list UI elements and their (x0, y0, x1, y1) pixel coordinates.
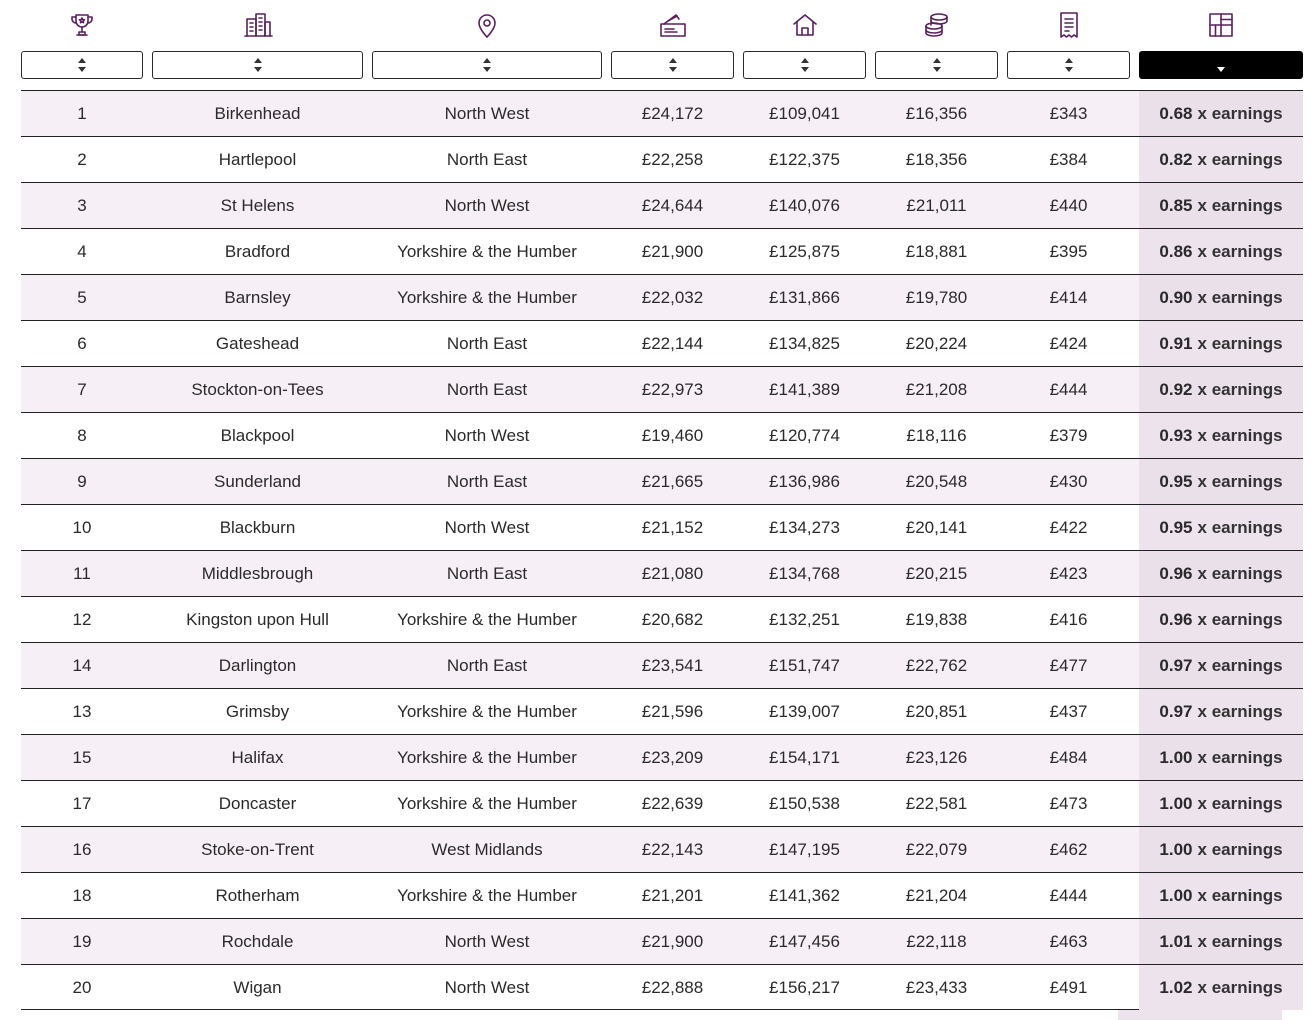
table-row (21, 826, 1303, 872)
region-cell: Yorkshire & the Humber (397, 241, 577, 261)
ratio-value: 0.97 (1159, 655, 1193, 675)
ratio-cell (1139, 597, 1303, 642)
house-price-cell: £132,251 (769, 609, 840, 629)
table-row (21, 550, 1303, 596)
ratio-value: 0.90 (1159, 287, 1193, 307)
house-price-cell: £150,538 (769, 793, 840, 813)
ratio-cell (1139, 873, 1303, 918)
ratio-cell (1139, 643, 1303, 688)
town-cell: Darlington (218, 655, 297, 675)
house-icon (743, 8, 866, 42)
house-price-cell: £154,171 (769, 747, 840, 767)
sort-button-deposit[interactable] (875, 51, 998, 79)
monthly-repayment-cell: £343 (1049, 103, 1088, 123)
ratio-suffix: x earnings (1197, 149, 1283, 169)
region-cell: North West (444, 425, 530, 445)
town-cell: Hartlepool (218, 149, 297, 169)
ratio-suffix: x earnings (1197, 747, 1283, 767)
ratio-value: 0.96 (1159, 563, 1193, 583)
table-row (21, 596, 1303, 642)
region-cell: North East (446, 149, 528, 169)
house-price-cell: £122,375 (769, 149, 840, 169)
table-row (21, 780, 1303, 826)
rank-cell: 15 (72, 747, 92, 767)
sort-button-house-price[interactable] (743, 51, 866, 79)
house-price-cell: £147,456 (769, 931, 840, 951)
monthly-repayment-cell: £491 (1049, 977, 1088, 997)
monthly-repayment-cell: £444 (1049, 379, 1088, 399)
rank-cell: 6 (77, 333, 87, 353)
region-cell: Yorkshire & the Humber (397, 287, 577, 307)
town-cell: Wigan (233, 977, 282, 997)
house-price-cell: £151,747 (769, 655, 840, 675)
monthly-repayment-cell: £437 (1049, 701, 1088, 721)
table-row (21, 274, 1303, 320)
rank-cell: 19 (72, 931, 92, 951)
table-row (21, 320, 1303, 366)
region-cell: Yorkshire & the Humber (397, 885, 577, 905)
ratio-column-continuation (1118, 1010, 1282, 1020)
ratio-suffix: x earnings (1197, 793, 1283, 813)
rank-cell: 11 (73, 563, 91, 583)
deposit-cell: £21,208 (905, 379, 968, 399)
ratio-value: 1.01 (1159, 931, 1193, 951)
table-row (21, 458, 1303, 504)
town-cell: Rochdale (221, 931, 294, 951)
monthly-repayment-cell: £423 (1049, 563, 1088, 583)
monthly-repayment-cell: £422 (1049, 517, 1088, 537)
ratio-suffix: x earnings (1197, 885, 1283, 905)
ratio-cell (1139, 919, 1303, 964)
ratio-suffix: x earnings (1197, 517, 1283, 537)
earnings-cell: £22,144 (641, 333, 704, 353)
monthly-repayment-cell: £416 (1049, 609, 1088, 629)
house-price-cell: £139,007 (769, 701, 840, 721)
ratio-cell (1139, 965, 1303, 1010)
ratio-cell (1139, 321, 1303, 366)
town-cell: Barnsley (224, 287, 291, 307)
deposit-cell: £23,126 (905, 747, 968, 767)
deposit-cell: £22,079 (905, 839, 968, 859)
rank-cell: 20 (72, 977, 92, 997)
buildings-icon (152, 8, 363, 42)
table-row (21, 642, 1303, 688)
house-price-cell: £156,217 (769, 977, 840, 997)
earnings-cell: £21,080 (641, 563, 704, 583)
earnings-cell: £22,888 (641, 977, 704, 997)
ratio-value: 1.02 (1159, 977, 1193, 997)
earnings-cell: £24,644 (641, 195, 704, 215)
table-row (21, 412, 1303, 458)
ratio-value: 1.00 (1159, 747, 1193, 767)
monthly-repayment-cell: £462 (1049, 839, 1088, 859)
sort-controls (21, 51, 1303, 79)
earnings-cell: £22,032 (641, 287, 704, 307)
town-cell: Doncaster (218, 793, 297, 813)
house-price-cell: £140,076 (769, 195, 840, 215)
rank-cell: 5 (77, 287, 87, 307)
monthly-repayment-cell: £395 (1049, 241, 1088, 261)
monthly-repayment-cell: £444 (1049, 885, 1088, 905)
sort-arrows-icon (932, 57, 942, 73)
sort-button-region[interactable] (372, 51, 602, 79)
table-row (21, 918, 1303, 964)
ratio-cell (1139, 827, 1303, 872)
table-row (21, 136, 1303, 182)
town-cell: Grimsby (225, 701, 290, 721)
rank-cell: 9 (77, 471, 87, 491)
ratio-suffix: x earnings (1197, 655, 1283, 675)
ratio-cell (1139, 735, 1303, 780)
town-cell: Stockton-on-Tees (191, 379, 324, 399)
town-cell: Kingston upon Hull (186, 609, 329, 629)
region-cell: Yorkshire & the Humber (397, 793, 577, 813)
table-body (21, 90, 1303, 1010)
pay-slip-icon (611, 8, 734, 42)
house-price-cell: £134,768 (769, 563, 840, 583)
town-cell: Gateshead (215, 333, 300, 353)
monthly-repayment-cell: £440 (1049, 195, 1088, 215)
sort-button-rank[interactable] (21, 51, 143, 79)
deposit-cell: £19,838 (905, 609, 968, 629)
ratio-value: 0.95 (1159, 471, 1193, 491)
deposit-cell: £20,224 (905, 333, 968, 353)
town-cell: Middlesbrough (201, 563, 314, 583)
ratio-cell (1139, 91, 1303, 136)
deposit-cell: £20,851 (905, 701, 968, 721)
house-price-cell: £136,986 (769, 471, 840, 491)
town-cell: St Helens (220, 195, 295, 215)
ratio-cell (1139, 367, 1303, 412)
deposit-cell: £22,762 (905, 655, 968, 675)
table-row (21, 182, 1303, 228)
deposit-cell: £22,118 (906, 931, 967, 951)
ratio-suffix: x earnings (1197, 563, 1283, 583)
region-cell: North West (444, 931, 530, 951)
deposit-cell: £18,116 (906, 425, 967, 445)
table-row (21, 228, 1303, 274)
ratio-value: 1.00 (1159, 839, 1193, 859)
location-pin-icon (372, 8, 602, 42)
deposit-cell: £20,215 (905, 563, 968, 583)
earnings-cell: £21,665 (641, 471, 704, 491)
receipt-icon (1007, 8, 1130, 42)
ratio-cell (1139, 137, 1303, 182)
table-row (21, 90, 1303, 136)
ratio-value: 0.82 (1159, 149, 1193, 169)
table-row (21, 688, 1303, 734)
rank-cell: 2 (77, 149, 87, 169)
earnings-cell: £22,973 (641, 379, 704, 399)
sort-descending-icon (1216, 57, 1226, 73)
sort-arrows-icon (1064, 57, 1074, 73)
house-price-cell: £141,389 (769, 379, 840, 399)
rank-cell: 3 (77, 195, 87, 215)
earnings-cell: £22,143 (641, 839, 704, 859)
ratio-suffix: x earnings (1197, 333, 1283, 353)
ratio-suffix: x earnings (1197, 425, 1283, 445)
rank-cell: 10 (72, 517, 92, 537)
earnings-cell: £24,172 (641, 103, 704, 123)
ratio-value: 1.00 (1159, 793, 1193, 813)
monthly-repayment-cell: £424 (1049, 333, 1088, 353)
ratio-suffix: x earnings (1197, 701, 1283, 721)
monthly-repayment-cell: £484 (1049, 747, 1088, 767)
sort-arrows-icon (800, 57, 810, 73)
earnings-cell: £22,258 (641, 149, 704, 169)
rank-cell: 12 (72, 609, 92, 629)
town-cell: Stoke-on-Trent (201, 839, 314, 859)
ratio-cell (1139, 459, 1303, 504)
ratio-suffix: x earnings (1197, 977, 1283, 997)
earnings-cell: £21,900 (641, 241, 704, 261)
town-cell: Blackburn (219, 517, 296, 537)
monthly-repayment-cell: £414 (1049, 287, 1088, 307)
rank-cell: 4 (77, 241, 87, 261)
region-cell: Yorkshire & the Humber (397, 747, 577, 767)
deposit-cell: £16,356 (905, 103, 968, 123)
table-row (21, 504, 1303, 550)
earnings-cell: £21,201 (641, 885, 704, 905)
rank-cell: 18 (72, 885, 92, 905)
deposit-cell: £18,356 (905, 149, 968, 169)
earnings-cell: £21,596 (641, 701, 704, 721)
rank-cell: 13 (72, 701, 92, 721)
trophy-icon (21, 8, 143, 42)
house-price-cell: £131,866 (769, 287, 840, 307)
rank-cell: 7 (77, 379, 87, 399)
rank-cell: 17 (72, 793, 92, 813)
town-cell: Blackpool (220, 425, 295, 445)
ratio-suffix: x earnings (1197, 931, 1283, 951)
ratio-value: 1.00 (1159, 885, 1193, 905)
earnings-cell: £23,541 (641, 655, 704, 675)
coin-stack-icon (875, 8, 998, 42)
town-cell: Sunderland (214, 471, 301, 491)
deposit-cell: £20,548 (905, 471, 968, 491)
region-cell: North West (444, 103, 530, 123)
deposit-cell: £21,204 (905, 885, 968, 905)
deposit-cell: £21,011 (906, 195, 967, 215)
region-cell: North East (446, 471, 528, 491)
house-price-cell: £134,825 (769, 333, 840, 353)
region-cell: Yorkshire & the Humber (397, 701, 577, 721)
house-price-cell: £141,362 (769, 885, 840, 905)
table-row (21, 872, 1303, 918)
sort-arrows-icon (77, 57, 87, 73)
deposit-cell: £22,581 (905, 793, 968, 813)
ratio-value: 0.97 (1159, 701, 1193, 721)
ratio-cell (1139, 183, 1303, 228)
sort-button-earnings[interactable] (611, 51, 734, 79)
sort-button-ratio[interactable] (1139, 51, 1303, 79)
ratio-suffix: x earnings (1197, 195, 1283, 215)
table-row (21, 964, 1303, 1010)
deposit-cell: £18,881 (905, 241, 968, 261)
region-cell: North West (444, 195, 530, 215)
ratio-cell (1139, 413, 1303, 458)
house-price-cell: £109,041 (769, 103, 840, 123)
deposit-cell: £23,433 (905, 977, 968, 997)
ratio-value: 0.85 (1159, 195, 1193, 215)
sort-button-monthly-repayment[interactable] (1007, 51, 1130, 79)
ratio-suffix: x earnings (1197, 103, 1283, 123)
ratio-suffix: x earnings (1197, 287, 1283, 307)
region-cell: North West (444, 517, 530, 537)
ratio-value: 0.96 (1159, 609, 1193, 629)
ratio-cell (1139, 275, 1303, 320)
ratio-value: 0.93 (1159, 425, 1193, 445)
ratio-suffix: x earnings (1197, 379, 1283, 399)
monthly-repayment-cell: £463 (1049, 931, 1088, 951)
region-cell: North West (444, 977, 530, 997)
ratio-value: 0.68 (1159, 103, 1193, 123)
region-cell: West Midlands (431, 839, 543, 859)
rank-cell: 1 (77, 103, 87, 123)
sort-button-town[interactable] (152, 51, 363, 79)
earnings-cell: £21,900 (641, 931, 704, 951)
earnings-cell: £19,460 (641, 425, 704, 445)
ratio-suffix: x earnings (1197, 609, 1283, 629)
earnings-cell: £21,152 (641, 517, 704, 537)
town-cell: Halifax (231, 747, 284, 767)
ratio-cell (1139, 781, 1303, 826)
monthly-repayment-cell: £430 (1049, 471, 1088, 491)
ratio-cell (1139, 229, 1303, 274)
region-cell: North East (446, 333, 528, 353)
rank-cell: 8 (77, 425, 87, 445)
ratio-value: 0.91 (1159, 333, 1193, 353)
town-cell: Birkenhead (214, 103, 301, 123)
sort-arrows-icon (668, 57, 678, 73)
sort-arrows-icon (253, 57, 263, 73)
monthly-repayment-cell: £384 (1049, 149, 1088, 169)
region-cell: North East (446, 563, 528, 583)
earnings-cell: £23,209 (641, 747, 704, 767)
ratio-cell (1139, 689, 1303, 734)
house-price-cell: £125,875 (769, 241, 840, 261)
ratio-cell (1139, 551, 1303, 596)
column-icon-row (21, 8, 1303, 42)
ratio-suffix: x earnings (1197, 839, 1283, 859)
rank-cell: 16 (72, 839, 92, 859)
town-cell: Bradford (224, 241, 291, 261)
table-row (21, 366, 1303, 412)
deposit-cell: £20,141 (905, 517, 968, 537)
region-cell: North East (446, 655, 528, 675)
earnings-cell: £20,682 (641, 609, 704, 629)
house-price-cell: £120,774 (769, 425, 840, 445)
layout-grid-icon (1139, 8, 1303, 42)
ratio-suffix: x earnings (1197, 471, 1283, 491)
ratio-value: 0.95 (1159, 517, 1193, 537)
ratio-value: 0.86 (1159, 241, 1193, 261)
monthly-repayment-cell: £379 (1049, 425, 1088, 445)
earnings-cell: £22,639 (641, 793, 704, 813)
house-price-cell: £134,273 (769, 517, 840, 537)
region-cell: North East (446, 379, 528, 399)
table-row (21, 734, 1303, 780)
region-cell: Yorkshire & the Humber (397, 609, 577, 629)
town-cell: Rotherham (215, 885, 300, 905)
ratio-cell (1139, 505, 1303, 550)
house-price-cell: £147,195 (769, 839, 840, 859)
monthly-repayment-cell: £477 (1049, 655, 1088, 675)
deposit-cell: £19,780 (905, 287, 968, 307)
rank-cell: 14 (72, 655, 92, 675)
ratio-value: 0.92 (1159, 379, 1193, 399)
ratio-suffix: x earnings (1197, 241, 1283, 261)
sort-arrows-icon (482, 57, 492, 73)
monthly-repayment-cell: £473 (1049, 793, 1088, 813)
